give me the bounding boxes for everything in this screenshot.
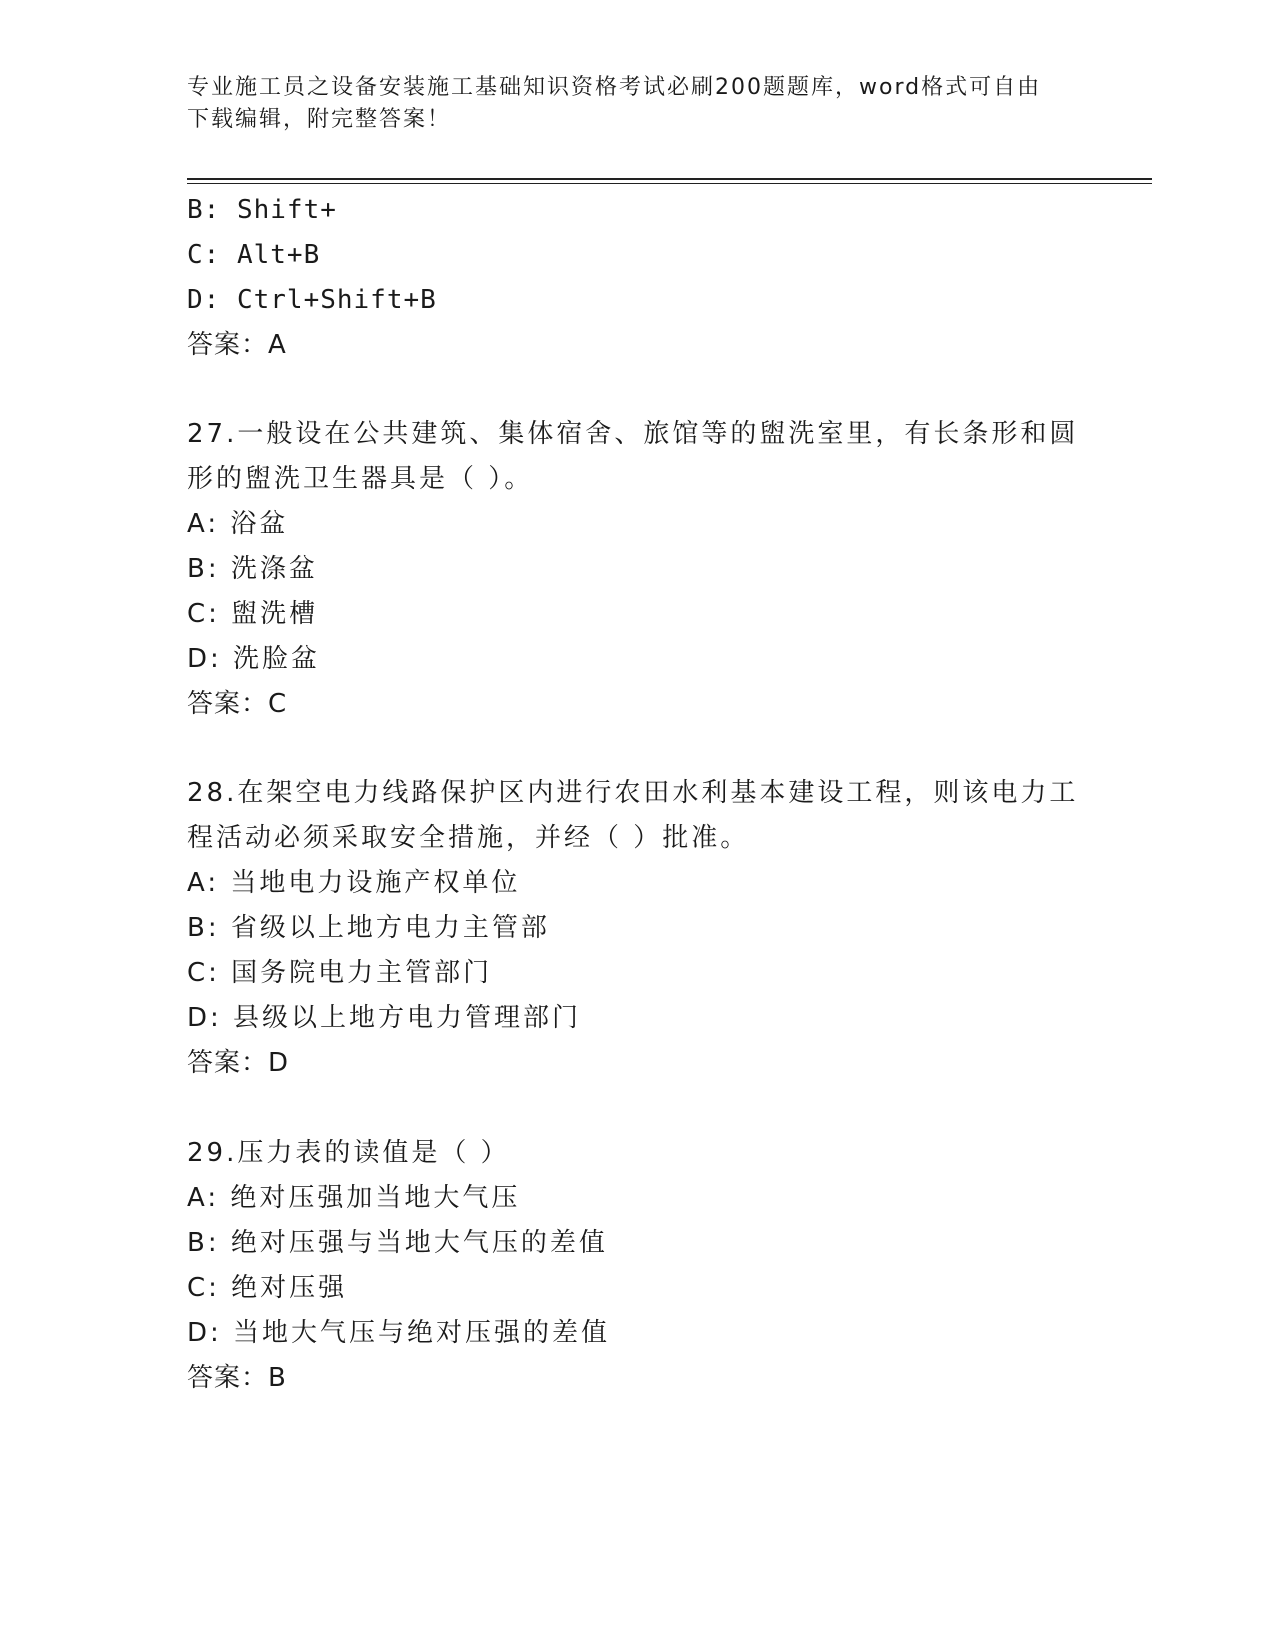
header-divider-thick [187,178,1152,180]
q29-answer: 答案：B [187,1363,287,1393]
q28-option-d: D: 县级以上地方电力管理部门 [187,1003,582,1033]
q28-option-a: A: 当地电力设施产权单位 [187,868,521,898]
q27-option-b: B: 洗涤盆 [187,554,318,584]
q28-option-c: C: 国务院电力主管部门 [187,958,493,988]
page-header [187,72,1087,136]
q29-option-a: A: 绝对压强加当地大气压 [187,1183,521,1213]
prev-option-b: B: Shift+ [187,195,337,225]
header-divider-thin [187,183,1152,184]
q28-stem-line-1: 28.在架空电力线路保护区内进行农田水利基本建设工程，则该电力工 [187,778,1079,808]
q29-option-d: D: 当地大气压与绝对压强的差值 [187,1318,611,1348]
q27-option-a: A: 浴盆 [187,509,289,539]
q29-option-c: C: 绝对压强 [187,1273,348,1303]
prev-answer: 答案：A [187,330,287,360]
q29-stem-line-1: 29.压力表的读值是（ ） [187,1138,510,1168]
q28-stem-line-2: 程活动必须采取安全措施，并经（ ）批准。 [187,823,750,853]
q28-answer: 答案：D [187,1048,290,1078]
q27-option-d: D: 洗脸盆 [187,644,321,674]
q27-stem-line-1: 27.一般设在公共建筑、集体宿舍、旅馆等的盥洗室里，有长条形和圆 [187,419,1079,449]
q29-option-b: B: 绝对压强与当地大气压的差值 [187,1228,608,1258]
header-line-2: 下载编辑，附完整答案！ [187,107,452,132]
q28-option-b: B: 省级以上地方电力主管部 [187,913,550,943]
q27-answer: 答案：C [187,689,288,719]
prev-option-c: C: Alt+B [187,240,321,270]
q27-stem-line-2: 形的盥洗卫生器具是（ ）。 [187,464,534,494]
q27-option-c: C: 盥洗槽 [187,599,319,629]
header-line-1: 专业施工员之设备安装施工基础知识资格考试必刷200题题库，word格式可自由 [187,75,1042,100]
prev-option-d: D: Ctrl+Shift+B [187,285,437,315]
